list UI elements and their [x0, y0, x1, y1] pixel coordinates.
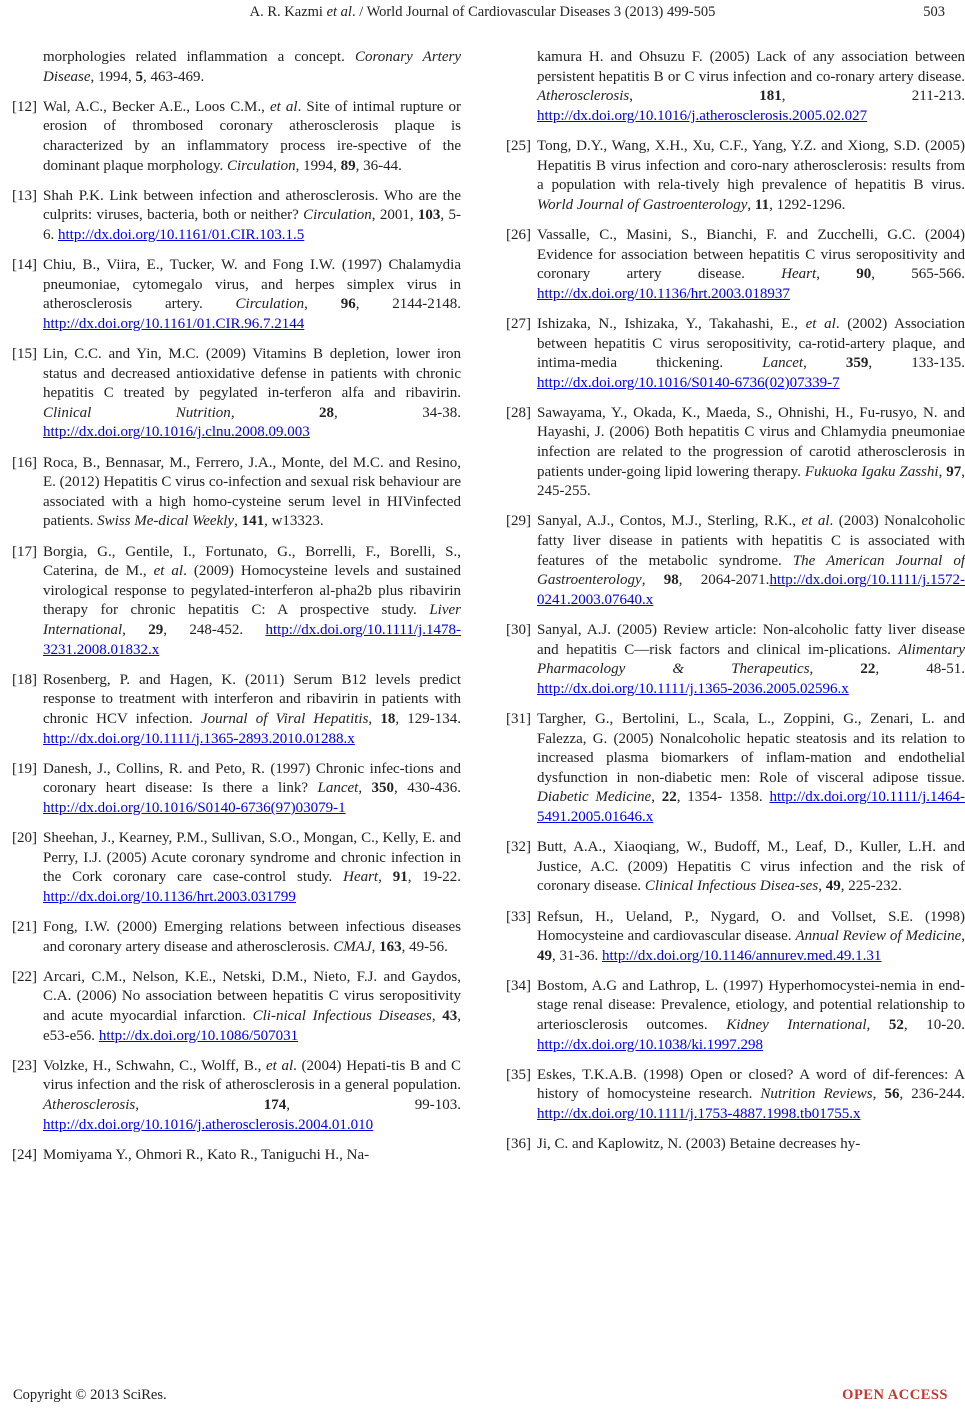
reference-fragment: ,	[122, 622, 149, 638]
volume-number: 98	[663, 572, 679, 589]
reference-fragment: , 99-103.	[286, 1097, 461, 1114]
reference-fragment: ,	[378, 869, 393, 886]
reference-fragment: Vassalle, C., Masini, S., Bianchi, F. and Zucchelli, G.C. (2004) Evidence for association between hepatitis C virus seropositivity and coronary artery disease.	[537, 226, 965, 283]
doi-link[interactable]: http://dx.doi.org/10.1111/j.1572-0241.2003.07640.x	[537, 572, 965, 608]
page-number: 503	[923, 4, 945, 20]
reference-number: [15]	[12, 346, 37, 363]
volume-number: 181	[759, 88, 782, 105]
reference-fragment: ,	[641, 572, 664, 589]
reference-fragment: Borgia, G., Gentile, I., Fortunato, G., Borrelli, F., Borelli, S., Caterina, de M.,	[43, 543, 461, 580]
reference-fragment: , 463-469.	[143, 68, 205, 85]
reference-text	[43, 968, 461, 1046]
open-access-label: OPEN ACCESS	[842, 1387, 948, 1403]
doi-link[interactable]: http://dx.doi.org/10.1016/j.atherosclerosis.2005.02.027	[537, 107, 868, 124]
volume-number: 56	[884, 1086, 900, 1103]
journal-name: Clinical Infectious Disea-ses	[644, 878, 819, 895]
reference-fragment: , 19-22.	[407, 869, 462, 886]
volume-number: 96	[340, 296, 356, 313]
journal-name: Swiss Me-dical Weekly	[97, 513, 235, 530]
journal-name: Annual Review of Medicine	[795, 928, 962, 945]
reference-number: [23]	[12, 1057, 37, 1074]
volume-number: 11	[754, 196, 770, 213]
reference-fragment: , 10-20.	[903, 1017, 965, 1034]
reference-fragment: Refsun, H., Ueland, P., Nygard, O. and Vollset, S.E. (1998) Homocysteine and cardiovascular disease.	[537, 908, 965, 945]
reference-fragment: . Site of intimal rupture or erosion of thrombosed coronary atherosclerosis plaque is characterized by an inflammatory process ire-spective of the dominant plaque morphology.	[43, 98, 462, 174]
reference-number: [16]	[12, 454, 37, 471]
reference-fragment: , 245-255.	[537, 463, 965, 500]
reference-fragment: , 1292-1296.	[769, 196, 846, 213]
volume-number: 97	[946, 463, 962, 480]
reference-text	[43, 918, 461, 957]
reference-fragment: , 49-56.	[401, 938, 448, 955]
reference-fragment: . (2009) Homocysteine levels and sustained virological response to pegylated-interferon al-pha2b plus ribavirin therapy for chronic hepatitis C: A prospective study.	[43, 563, 462, 619]
reference-text	[43, 829, 461, 907]
volume-number: 91	[392, 869, 408, 886]
reference-text	[537, 137, 965, 215]
doi-link[interactable]: http://dx.doi.org/10.1016/j.clnu.2008.09.003	[43, 424, 310, 441]
reference-number: [28]	[506, 404, 531, 421]
reference-item	[506, 137, 965, 215]
volume-number: 89	[340, 157, 356, 174]
reference-text	[537, 315, 965, 393]
reference-item	[506, 838, 965, 897]
journal-name: Nutrition Reviews	[760, 1086, 873, 1103]
journal-name: Heart	[781, 266, 817, 283]
volume-number: 359	[845, 355, 869, 372]
journal-name: Coronary Artery Disease	[43, 49, 461, 85]
journal-name: Kidney International	[726, 1017, 867, 1034]
doi-link[interactable]: http://dx.doi.org/10.1016/j.atherosclerosis.2004.01.010	[43, 1116, 374, 1133]
reference-number: [14]	[12, 257, 37, 274]
doi-link[interactable]: http://dx.doi.org/10.1086/507031	[98, 1027, 299, 1044]
reference-text	[43, 1146, 461, 1166]
journal-name: Circulation	[227, 157, 296, 174]
reference-fragment: Sheehan, J., Kearney, P.M., Sullivan, S.O., Mongan, C., Kelly, E. and Perry, I.J. (2005) Acute coronary syndrome and chronic infection in the Cork coronary care case-control study.	[43, 830, 461, 886]
reference-fragment: Targher, G., Bertolini, L., Scala, L., Zoppini, G., Zenari, L. and Falezza, G. (2005) Nonalcoholic hepatic steatosis and its relation to increased plasma biomarkers of inflam-mation and endothelial dysfunction in non-diabetic men: Role of visceral adipose tissue.	[537, 710, 965, 786]
reference-number: [29]	[506, 513, 531, 530]
running-title	[0, 4, 965, 21]
reference-fragment: , 133-135.	[868, 355, 965, 372]
running-title-authors: A. R. Kazmi	[249, 4, 327, 20]
reference-fragment: . (2004) Hepati-tis B and C virus infection and the risk of atherosclerosis in a general population.	[43, 1057, 461, 1094]
doi-link[interactable]: http://dx.doi.org/10.1016/S0140-6736(97)03079-1	[43, 799, 346, 816]
reference-text	[43, 454, 461, 532]
reference-text	[537, 226, 965, 304]
reference-item	[12, 760, 461, 819]
reference-fragment: ,	[371, 938, 380, 955]
journal-name: Clinical Nutrition	[43, 404, 231, 421]
reference-item	[12, 98, 461, 176]
reference-text	[537, 710, 965, 828]
reference-item	[506, 226, 965, 304]
reference-item	[506, 48, 965, 126]
reference-fragment: , 36-44.	[355, 157, 402, 174]
reference-number: [21]	[12, 919, 37, 936]
reference-fragment: Eskes, T.K.A.B. (1998) Open or closed? A word of dif-ferences: A history of homocysteine research.	[537, 1066, 965, 1103]
journal-name: Atherosclerosis	[537, 88, 630, 105]
reference-number: [20]	[12, 830, 37, 847]
reference-item	[506, 404, 965, 502]
reference-fragment: , 129-134.	[395, 710, 461, 727]
reference-text	[537, 838, 965, 897]
reference-fragment: Danesh, J., Collins, R. and Peto, R. (1997) Chronic infec-tions and coronary heart disease: Is there a link?	[43, 760, 461, 797]
reference-text	[537, 404, 965, 502]
reference-fragment: , 2064-2071.	[678, 572, 770, 589]
reference-text	[537, 1066, 965, 1125]
reference-item	[506, 1135, 965, 1155]
reference-fragment: Tong, D.Y., Wang, X.H., Xu, C.F., Yang, Y.Z. and Xiong, S.D. (2005) Hepatitis B virus infection and coro-nary atherosclerosis: results from a population with rela-tively high prevalence of hepatitis B virus.	[537, 137, 965, 194]
reference-item	[506, 710, 965, 828]
reference-item	[12, 829, 461, 907]
left-column	[12, 48, 461, 1176]
volume-number: 49	[537, 947, 552, 964]
doi-link[interactable]: http://dx.doi.org/10.1111/j.1753-4887.1998.tb01755.x	[537, 1106, 861, 1123]
reference-fragment: ,	[368, 710, 381, 727]
journal-name: et al	[801, 513, 830, 530]
reference-fragment: ,	[651, 789, 662, 806]
reference-number: [17]	[12, 543, 37, 560]
reference-fragment: Rosenberg, P. and Hagen, K. (2011) Serum B12 levels predict response to treatment with interferon and ribavirin in patients with chronic HCV infection.	[43, 671, 461, 727]
reference-number: [27]	[506, 315, 531, 332]
journal-name: Diabetic Medicine	[537, 789, 652, 806]
reference-fragment: Lin, C.C. and Yin, M.C. (2009) Vitamins B depletion, lower iron status and decreased antioxidative defense in patients with chronic hepatitis C treated by pegylated in-terferon alfa and ribavirin.	[43, 346, 461, 402]
reference-fragment: , 248-452.	[163, 622, 266, 638]
reference-fragment: kamura H. and Ohsuzu F. (2005) Lack of any association between persistent hepatitis B or C virus infection and co-ronary artery disease.	[537, 49, 965, 85]
reference-fragment: ,	[938, 463, 947, 480]
running-header	[0, 4, 965, 22]
doi-link[interactable]: http://dx.doi.org/10.1136/hrt.2003.018937	[537, 285, 790, 302]
reference-text	[43, 48, 461, 87]
reference-item	[506, 1066, 965, 1125]
volume-number: 350	[371, 780, 395, 797]
reference-fragment: Sawayama, Y., Okada, K., Maeda, S., Ohnishi, H., Fu-rusyo, N. and Hayashi, J. (2006) Both hepatitis C virus and Chlamydia pneumoniae infection are related to the progression of carotid atherosclerosis in patients under-going lipid lowering therapy.	[537, 404, 965, 480]
reference-fragment: ,	[816, 266, 857, 283]
reference-fragment: ,	[304, 296, 341, 313]
reference-fragment: . (2003) Nonalcoholic fatty liver disease in patients with hepatitis C is associated with features of the metabolic syndrome.	[537, 513, 965, 569]
volume-number: 49	[825, 878, 841, 895]
reference-text	[537, 48, 965, 126]
reference-item	[12, 48, 461, 87]
reference-text	[43, 256, 461, 334]
volume-number: 29	[148, 622, 164, 638]
doi-link[interactable]: http://dx.doi.org/10.1111/j.1478-3231.2008.01832.x	[43, 622, 462, 658]
reference-text	[537, 908, 965, 967]
reference-number: [32]	[506, 839, 531, 856]
reference-fragment: Chiu, B., Viira, E., Tucker, W. and Fong I.W. (1997) Chalamydia pneumoniae, cytomegalo virus, and herpes simplex virus in atherosclerosis artery.	[43, 257, 461, 313]
reference-fragment: ,	[961, 928, 965, 945]
reference-text	[43, 1057, 461, 1135]
reference-fragment: . (2002) Association between hepatitis C virus seropositivity, ca-rotid-artery plaque, and intima-media thickening.	[537, 315, 965, 372]
reference-fragment: Ishizaka, N., Ishizaka, Y., Takahashi, E.,	[537, 315, 806, 332]
reference-text	[43, 345, 461, 443]
reference-item	[506, 908, 965, 967]
doi-link[interactable]: http://dx.doi.org/10.1161/01.CIR.103.1.5	[58, 226, 305, 243]
doi-link[interactable]: http://dx.doi.org/10.1161/01.CIR.96.7.2144	[43, 315, 305, 332]
reference-number: [26]	[506, 226, 531, 243]
reference-fragment: , w13323.	[264, 513, 324, 530]
reference-fragment: ,	[135, 1097, 264, 1114]
volume-number: 5	[135, 68, 143, 85]
doi-link[interactable]: http://dx.doi.org/10.1038/ki.1997.298	[537, 1036, 763, 1053]
reference-item	[12, 968, 461, 1046]
journal-name: Journal of Viral Hepatitis	[200, 710, 369, 727]
reference-item	[12, 671, 461, 749]
reference-fragment: ,	[866, 1017, 889, 1034]
reference-number: [31]	[506, 710, 531, 727]
journal-name: Circulation	[235, 296, 305, 313]
reference-fragment: , e53-e56.	[43, 1008, 462, 1044]
reference-number: [22]	[12, 968, 37, 985]
reference-item	[12, 187, 461, 246]
journal-name: Circulation	[303, 207, 372, 224]
reference-fragment: Wal, A.C., Becker A.E., Loos C.M.,	[43, 98, 270, 115]
journal-name: Heart	[343, 869, 379, 886]
volume-number: 43	[442, 1008, 458, 1025]
reference-fragment: ,	[358, 780, 372, 797]
journal-name: et al	[805, 315, 836, 332]
reference-fragment: Sanyal, A.J. (2005) Review article: Non-alcoholic fatty liver disease and hepatitis C—risk factors and clinical im-plications.	[537, 622, 965, 658]
reference-fragment: morphologies related inflammation a concept.	[43, 49, 355, 65]
reference-number: [24]	[12, 1146, 37, 1163]
reference-fragment: ,	[230, 404, 320, 421]
right-column	[506, 48, 965, 1165]
reference-fragment: ,	[809, 661, 861, 678]
doi-link[interactable]: http://dx.doi.org/10.1136/hrt.2003.031799	[43, 888, 296, 905]
reference-item	[506, 512, 965, 610]
reference-text	[537, 1135, 965, 1155]
reference-item	[12, 918, 461, 957]
reference-item	[12, 454, 461, 532]
volume-number: 18	[380, 710, 396, 727]
reference-fragment: Sanyal, A.J., Contos, M.J., Sterling, R.K.,	[537, 513, 802, 530]
reference-fragment: , 2144-2148.	[355, 296, 462, 313]
reference-fragment: , 236-244.	[899, 1086, 965, 1103]
reference-fragment: , 225-232.	[840, 878, 902, 895]
volume-number: 22	[661, 789, 677, 806]
reference-fragment: , 565-566.	[871, 266, 965, 283]
journal-name: et al	[269, 98, 298, 115]
reference-text	[43, 543, 461, 661]
reference-fragment: Shah P.K. Link between infection and atherosclerosis. Who are the culprits: viruses, bacteria, both or neither?	[43, 187, 461, 224]
running-title-journal: . / World Journal of Cardiovascular Diseases 3 (2013) 499-505	[351, 4, 716, 20]
reference-number: [19]	[12, 760, 37, 777]
reference-fragment: , 1354- 1358.	[676, 789, 770, 806]
doi-link[interactable]: http://dx.doi.org/10.1016/S0140-6736(02)07339-7	[537, 374, 840, 391]
volume-number: 174	[263, 1097, 287, 1114]
doi-link[interactable]: http://dx.doi.org/10.1146/annurev.med.49.1.31	[602, 947, 882, 964]
reference-item	[506, 315, 965, 393]
doi-link[interactable]: http://dx.doi.org/10.1111/j.1365-2893.2010.01288.x	[43, 730, 355, 747]
reference-text	[43, 98, 461, 176]
reference-fragment: , 2001,	[371, 207, 418, 224]
reference-fragment: , 48-51.	[875, 661, 965, 678]
journal-name: Lancet	[762, 355, 804, 372]
journal-name: Liver International	[43, 602, 461, 638]
reference-fragment: ,	[818, 878, 826, 895]
journal-name: et al	[265, 1057, 294, 1074]
reference-fragment: Roca, B., Bennasar, M., Ferrero, J.A., Monte, del M.C. and Resino, E. (2012) Hepatitis C virus co-infection and sexual risk behaviour are associated with a high homo-cysteine serum level in HIVinfected patients.	[43, 454, 461, 530]
journal-name: World Journal of Gastroenterology	[537, 196, 748, 213]
reference-fragment: ,	[872, 1086, 885, 1103]
doi-link[interactable]: http://dx.doi.org/10.1111/j.1365-2036.2005.02596.x	[537, 680, 849, 697]
reference-item	[12, 256, 461, 334]
reference-number: [30]	[506, 622, 531, 638]
reference-fragment: , 1994,	[295, 157, 341, 174]
doi-link[interactable]: http://dx.doi.org/10.1111/j.1464-5491.2005.01646.x	[537, 789, 965, 825]
journal-name: The American Journal of Gastroenterology	[537, 552, 965, 589]
volume-number: 141	[241, 513, 265, 530]
reference-fragment: , 31-36.	[552, 947, 602, 964]
journal-name: Atherosclerosis	[43, 1097, 136, 1114]
reference-fragment: , 34-38.	[334, 404, 461, 421]
reference-item	[506, 621, 965, 699]
reference-fragment: Arcari, C.M., Nelson, K.E., Netski, D.M., Nieto, F.J. and Gaydos, C.A. (2006) No association between hepatitis C virus seropositivity and acute myocardial infarction.	[43, 968, 461, 1025]
volume-number: 28	[319, 404, 335, 421]
reference-item	[12, 345, 461, 443]
volume-number: 163	[379, 938, 402, 955]
copyright-notice: Copyright © 2013 SciRes.	[13, 1387, 167, 1403]
reference-fragment: Bostom, A.G and Lathrop, L. (1997) Hyperhomocystei-nemia in end-stage renal disease: Prevalence, etiology, and potential relationship to arteriosclerosis outcomes.	[537, 977, 965, 1034]
reference-number: [36]	[506, 1136, 531, 1153]
volume-number: 90	[856, 266, 872, 283]
reference-text	[537, 512, 965, 610]
reference-fragment: ,	[431, 1008, 443, 1025]
journal-name: Lancet	[317, 780, 359, 797]
reference-item	[12, 543, 461, 661]
reference-number: [13]	[12, 187, 37, 204]
reference-text	[43, 760, 461, 819]
reference-number: [12]	[12, 98, 37, 115]
reference-number: [33]	[506, 908, 531, 925]
reference-fragment: ,	[234, 513, 242, 530]
reference-item	[506, 977, 965, 1055]
reference-fragment: , 5-6.	[43, 207, 462, 243]
journal-name: Alimentary Pharmacology & Therapeutics	[537, 641, 965, 678]
reference-text	[537, 977, 965, 1055]
journal-name: CMAJ	[333, 938, 372, 955]
reference-fragment: ,	[747, 196, 755, 213]
reference-number: [35]	[506, 1066, 531, 1083]
reference-item	[12, 1146, 461, 1166]
volume-number: 103	[417, 207, 441, 224]
reference-number: [25]	[506, 137, 531, 154]
reference-text	[43, 671, 461, 749]
journal-name: Fukuoka Igaku Zasshi	[804, 463, 939, 480]
reference-text	[43, 187, 461, 246]
reference-fragment: , 211-213.	[781, 88, 965, 105]
reference-number: [34]	[506, 977, 531, 994]
reference-text	[537, 621, 965, 699]
journal-name: et al	[153, 563, 184, 580]
running-title-etal: et al	[326, 4, 352, 20]
reference-item	[12, 1057, 461, 1135]
volume-number: 22	[860, 661, 876, 678]
volume-number: 52	[888, 1017, 904, 1034]
reference-fragment: Butt, A.A., Xiaoqiang, W., Budoff, M., Leaf, D., Kuller, L.H. and Justice, A.C. (2009) Hepatitis C virus infection and the risk of coronary disease.	[537, 839, 965, 895]
reference-fragment: , 1994,	[90, 68, 136, 85]
reference-fragment: Momiyama Y., Ohmori R., Kato R., Taniguchi H., Na-	[43, 1146, 370, 1163]
reference-fragment: Fong, I.W. (2000) Emerging relations between infectious diseases and coronary artery disease and atherosclerosis.	[43, 919, 461, 955]
journal-name: Cli-nical Infectious Diseases	[252, 1008, 432, 1025]
reference-fragment: ,	[629, 88, 760, 105]
reference-fragment: ,	[803, 355, 846, 372]
reference-fragment: , 430-436.	[394, 780, 462, 797]
reference-fragment: Ji, C. and Kaplowitz, N. (2003) Betaine decreases hy-	[537, 1136, 861, 1153]
reference-fragment: Volzke, H., Schwahn, C., Wolff, B.,	[43, 1057, 266, 1074]
reference-number: [18]	[12, 671, 37, 688]
